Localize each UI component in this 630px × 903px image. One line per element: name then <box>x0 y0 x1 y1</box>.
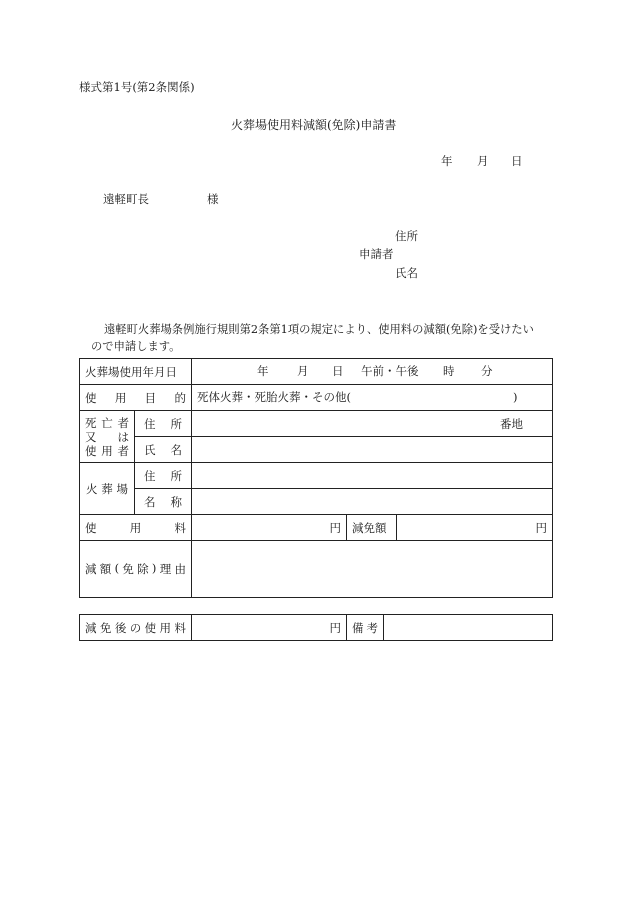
table-row <box>80 385 553 411</box>
table-row <box>80 411 553 437</box>
reduction-label: 減免額 <box>347 515 397 541</box>
usage-date-field[interactable] <box>192 359 553 385</box>
body-text-line1: 遠軽町火葬場条例施行規則第2条第1項の規定により、使用料の減額(免除)を受けたい <box>104 323 534 336</box>
deceased-address-label: 住 所 <box>135 411 192 437</box>
date-year: 年 <box>441 154 453 168</box>
usage-minute: 分 <box>481 363 493 378</box>
usage-hour: 時 <box>443 363 455 378</box>
deceased-name-label: 氏 名 <box>135 437 192 463</box>
fee-yen: 円 <box>329 520 341 535</box>
crematorium-label: 火 葬 場 <box>80 463 135 515</box>
crematorium-name-field[interactable] <box>192 489 553 515</box>
table-row <box>80 541 553 598</box>
table-row <box>80 515 553 541</box>
purpose-field[interactable] <box>192 385 553 411</box>
deceased-address-field[interactable] <box>192 411 553 437</box>
deceased-name-field[interactable] <box>192 437 553 463</box>
remarks-label: 備 考 <box>347 615 384 641</box>
fee-field[interactable] <box>192 515 347 541</box>
application-table <box>79 358 553 598</box>
reason-label: 減 額 ( 免 除 ) 理 由 <box>80 541 192 598</box>
applicant-label: 申請者 <box>359 247 394 261</box>
date-month: 月 <box>477 154 489 168</box>
crematorium-address-field[interactable] <box>192 463 553 489</box>
deceased-label <box>80 411 135 463</box>
address-suffix: 番地 <box>500 416 524 431</box>
applicant-name-label: 氏名 <box>395 266 418 280</box>
reduction-field[interactable] <box>397 515 553 541</box>
table-row <box>80 437 553 463</box>
purpose-label: 使 用 目 的 <box>80 385 192 411</box>
date-day: 日 <box>511 154 523 168</box>
crematorium-address-label: 住 所 <box>135 463 192 489</box>
body-text-line2: ので申請します。 <box>91 340 181 353</box>
fee-after-label: 減 免 後 の 使 用 料 <box>80 615 192 641</box>
usage-day: 日 <box>332 363 344 378</box>
table-row <box>80 489 553 515</box>
addressee-honorific: 様 <box>207 192 219 206</box>
purpose-options: 死体火葬・死胎火葬・その他( <box>197 389 351 404</box>
usage-year: 年 <box>257 363 269 378</box>
remarks-field[interactable] <box>384 615 553 641</box>
table-row <box>80 463 553 489</box>
form-number: 様式第1号(第2条関係) <box>79 80 195 94</box>
addressee-name: 遠軽町長 <box>103 192 149 206</box>
purpose-close-paren: ) <box>513 389 518 404</box>
post-reduction-table <box>79 614 553 641</box>
reason-field[interactable] <box>192 541 553 598</box>
reduction-yen: 円 <box>535 520 548 535</box>
usage-date-label: 火葬場使用年月日 <box>80 359 192 385</box>
fee-label: 使 用 料 <box>80 515 192 541</box>
fee-after-field[interactable] <box>192 615 347 641</box>
deceased-label-line3: 使 用 者 <box>85 443 129 458</box>
deceased-label-line2: 又 は <box>85 429 129 444</box>
crematorium-name-label: 名 称 <box>135 489 192 515</box>
table-row <box>80 359 553 385</box>
deceased-label-line1: 死 亡 者 <box>85 415 129 430</box>
usage-ampm: 午前・午後 <box>361 363 419 378</box>
table-row <box>80 615 553 641</box>
applicant-address-label: 住所 <box>395 229 418 243</box>
usage-month: 月 <box>297 363 309 378</box>
document-title: 火葬場使用料減額(免除)申請書 <box>231 118 397 132</box>
fee-after-yen: 円 <box>329 620 341 635</box>
